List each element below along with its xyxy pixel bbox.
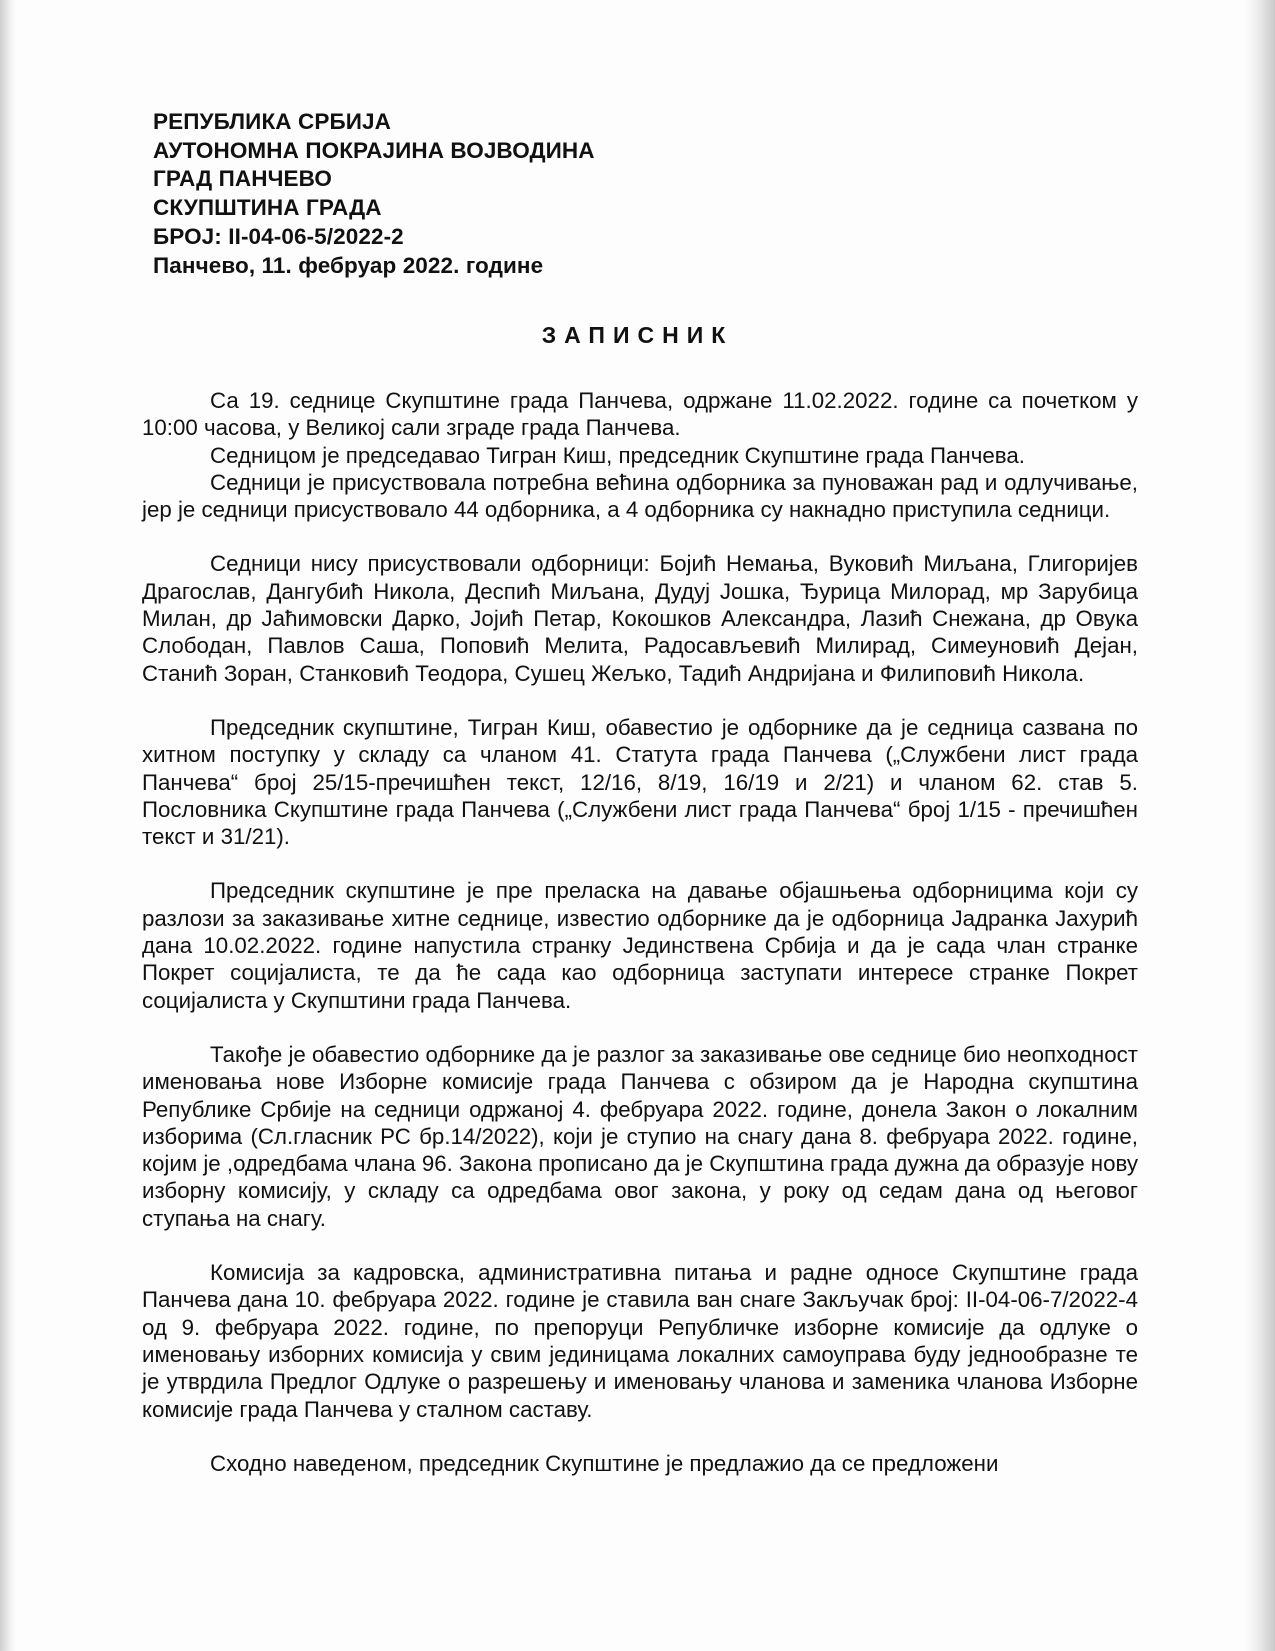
header-city: ГРАД ПАНЧЕВО xyxy=(153,166,333,192)
paragraph-party-change: Председник скупштине је пре преласка на давање објашњења одборницима који су разлози за заказивање хитне седнице, известио одборнике да је одборница Јадранка Јахурић дана 10.02.2022. године напустила странку Јединствена Србија и да је сада члан странке Покрет социјалиста, те да ће сада као одборница заступати интересе странке Покрет социјалиста у Скупштини града Панчева. xyxy=(142,878,1138,1013)
document-body xyxy=(142,387,1138,1477)
header-republic: РЕПУБЛИКА СРБИЈА xyxy=(153,109,391,134)
paragraph-commission-decision: Комисија за кадровска, административна питања и радне односе Скупштине града Панчева дана 10. фебруара 2022. године је ставила ван снаге Закључак број: II-04-06-7/2022-4 од 9. фебруара 2022. године, по препоруци Републичке изборне комисије да одлуке о именовању изборних комисија у свим јединицама локалних самоуправа буду једнообразне те је утврдила Предлог Одлуке о разрешењу и именовању чланова и заменика чланова Изборне комисије града Панчева у сталном саставу. xyxy=(142,1260,1138,1422)
document-header xyxy=(153,108,595,280)
paragraph-chair: Седницом је председавао Тигран Киш, председник Скупштине града Панчева. xyxy=(210,442,1025,468)
paragraph-session: Са 19. седнице Скупштине града Панчева, одржане 11.02.2022. године са почетком у 10:00 часова, у Великој сали зграде града Панчева. xyxy=(142,388,1138,441)
header-number: БРОЈ: II-04-06-5/2022-2 xyxy=(153,223,404,249)
document-title: ЗАПИСНИК xyxy=(541,322,734,348)
page-edge-left xyxy=(0,0,16,1651)
paragraph-quorum: Седници је присуствовала потребна већина одборника за пуноважан рад и одлучивање, јер је седници присуствовало 44 одборника, а 4 одборника су накнадно приступила седници. xyxy=(142,469,1138,523)
paragraph-urgent-procedure: Председник скупштине, Тигран Киш, обавестио је одборнике да је седница сазвана по хитном поступку у складу са чланом 41. Статута града Панчева („Службени лист града Панчева“ број 25/15-пречишћен текст, 12/16, 8/19, 16/19 и 2/21) и чланом 62. став 5. Пословника Скупштине града Панчева („Службени лист града Панчева“ број 1/15 - пречишћен текст и 31/21). xyxy=(142,714,1138,850)
page-edge-right xyxy=(1245,0,1275,1651)
paragraph-proposal: Сходно наведеном, председник Скупштине је предлажио да се предложени xyxy=(210,1450,999,1476)
header-assembly: СКУПШТИНА ГРАДА xyxy=(153,195,382,221)
header-date: Панчево, 11. фебруар 2022. године xyxy=(153,252,544,278)
header-province: АУТОНОМНА ПОКРАЈИНА ВОЈВОДИНА xyxy=(153,137,595,163)
paragraph-election-commission: Такође је обавестио одборнике да је разлог за заказивање ове седнице био неопходност именовања нове Изборне комисије града Панчева с обзиром да је Народна скупштина Републике Србије на седници одржаној 4. фебруара 2022. године, донела Закон о локалним изборима (Сл.гласник РС бр.14/2022), који је ступио на снагу дана 8. фебруара 2022. године, којим је ,одредбама члана 96. Закона прописано да је Скупштина града дужна да образује нову изборну комисију, у складу са одредбама овог закона, у року од седам дана од његовог ступања на снагу. xyxy=(142,1041,1139,1231)
paragraph-absent: Седници нису присуствовали одборници: Бојић Немања, Вуковић Миљана, Глигоријев Драгослав, Дангубић Никола, Деспић Миљана, Дудуј Јошка, Ђурица Милорад, мр Зарубица Милан, др Јаћимовски Дарко, Јојић Петар, Кокошков Александра, Лазић Снежана, др Овука Слободан, Павлов Саша, Поповић Мелита, Радосављевић Милирад, Симеуновић Дејан, Станић Зоран, Станковић Теодора, Сушец Жељко, Тадић Андријана и Филиповић Никола. xyxy=(142,551,1138,686)
